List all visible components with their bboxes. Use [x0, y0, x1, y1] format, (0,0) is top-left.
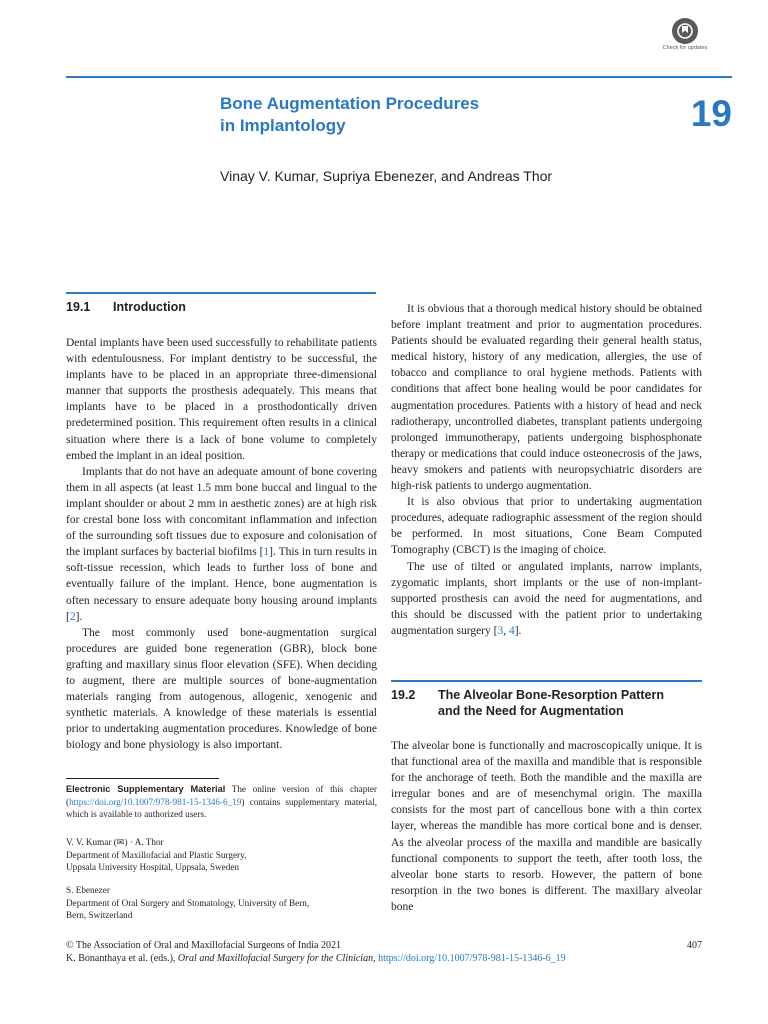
intro-paragraph-2-text: Implants that do not have an adequate amount of bone covering them in all aspects (at least 1.5 mm bone buccal and lingual to the implant shoulder or about 2 mm in aesthetic zones) are at high risk for crestal bone loss with concomitant inflammation and infection of the surrounding soft tissues due to exposure and colonisation of the implant surfaces by bacterial biofilms [66, 465, 377, 559]
chapter-title-line-1: Bone Augmentation Procedures [220, 94, 480, 113]
esm-text-before: The online version of this chapter ( [66, 784, 377, 807]
affiliation-1-institution: Uppsala University Hospital, Uppsala, Sweden [66, 862, 240, 873]
author-affiliation-2 [66, 884, 377, 922]
citation-link-3[interactable]: 3 [497, 624, 504, 637]
section-2-rule [391, 680, 702, 682]
chapter-title-line-2: in Implantology [220, 116, 346, 135]
check-for-updates-badge[interactable] [662, 18, 708, 64]
chapter-doi-link[interactable]: https://doi.org/10.1007/978-981-15-1346-6_19 [378, 953, 566, 964]
intro-paragraph-2: Implants that do not have an adequate amount of bone covering them in all aspects (at least 1.5 mm bone buccal and lingual to the implant shoulder or about 2 mm in aesthetic zones) are at high risk for crestal bone loss with concomitant inflammation and infection of the surrounding soft tissues due to exposure and colonisation of the implant surfaces by bacterial biofilms [1]. This in turn results in soft-tissue recession, which leads to further loss of bone and eventually failure of the implant. Hence, bone augmentation is often necessary to ensure adequate bony housing around implants [2]. [66, 465, 377, 623]
section-1-number: 19.1 [66, 300, 91, 314]
section-2-paragraph-1: The alveolar bone is functionally and macroscopically unique. It is that functional area of the maxilla and mandible that is responsible for the anchorage of teeth. Both the mandible and the maxilla are irregular bones and are of mesenchymal origin. The maxilla consists for the most part of cancellous bone with a thin cortex layer, whereas the mandible has more cortical bone and is denser. As the alveolar process of the maxilla and mandible are basically functional components to support the teeth, after tooth loss, the alveolar bone starts to resorb. However, the pattern of bone resorption in the two bones is different. The maxillary alveolar bone [391, 740, 702, 913]
right-paragraph-2: It is also obvious that prior to undertaking augmentation procedures, adequate radiographic assessment of the region should be performed. In most situations, Cone Beam Computed Tomography (CBCT) is the imaging of choice. [391, 496, 702, 557]
affiliation-2-names: S. Ebenezer [66, 885, 110, 895]
affiliation-1-names: V. V. Kumar (✉) · A. Thor [66, 837, 164, 847]
esm-text-after: ) contains supplementary material, which is available to authorized users. [66, 796, 377, 820]
citation-link-1[interactable]: 1 [263, 546, 270, 559]
section-2-number: 19.2 [391, 688, 416, 702]
section-1-heading [66, 299, 376, 317]
bookmark-icon [672, 18, 698, 44]
chapter-authors: Vinay V. Kumar, Supriya Ebenezer, and Andreas Thor [220, 168, 553, 184]
check-for-updates-label: Check for updates [662, 45, 708, 51]
right-paragraph-3-text: The use of tilted or angulated implants, narrow implants, zygomatic implants, short implants or the use of non-implant-supported prosthesis can avoid the need for augmentations, and this should be discussed with the patient prior to undertaking augmentation surgery [391, 560, 702, 637]
section-1-rule [66, 292, 376, 294]
affiliation-2-institution: Bern, Switzerland [66, 910, 133, 921]
citation-line: K. Bonanthaya et al. (eds.), Oral and Maxillofacial Surgery for the Clinician, https://doi.org/10.1007/978-981-15-1346-6_19 [66, 953, 566, 964]
chapter-number: 19 [690, 93, 732, 134]
intro-paragraph-3: The most commonly used bone-augmentation surgical procedures are guided bone regeneration (GBR), block bone grafting and maxillary sinus floor elevation (SFE). When deciding to augment, there are multiple sources of bone-augmentation materials ranging from autogenous, allogenic, xenogenic and synthetic materials. A knowledge of these materials is essential prior to undertaking augmentation procedures. Knowledge of bone biology and bone physiology is also important. [66, 626, 377, 752]
chapter-title [220, 93, 620, 137]
electronic-supplementary-note [66, 783, 377, 821]
header-rule [66, 76, 732, 78]
book-title: Oral and Maxillofacial Surgery for the Clinician [177, 953, 374, 964]
copyright-line: © The Association of Oral and Maxillofacial Surgeons of India 2021 [66, 940, 341, 951]
right-column-body [391, 301, 702, 639]
citation-link-2[interactable]: 2 [69, 610, 76, 623]
right-paragraph-3: The use of tilted or angulated implants, narrow implants, zygomatic implants, short implants or the use of non-implant-supported prosthesis can avoid the need for augmentations, and this should be discussed with the patient prior to undertaking augmentation surgery [3, 4]. [391, 560, 702, 637]
section-2-title-line-1: The Alveolar Bone-Resorption Pattern [438, 688, 664, 702]
footnote-rule [66, 778, 219, 779]
intro-paragraph-1: Dental implants have been used successfully to rehabilitate patients with edentulousness. For implant dentistry to be successful, the implants have to be placed in an appropriate three-dimensional manner that supports the prosthesis adequately. This means that implants have to be placed in a prosthodontically driven predetermined position. This requirement often results in a clinical situation where there is a lack of bone volume to completely embed the implant in an ideal position. [66, 337, 377, 462]
page-number: 407 [687, 940, 702, 951]
author-affiliation-1 [66, 836, 377, 874]
affiliation-1-department: Department of Maxillofacial and Plastic Surgery, [66, 849, 247, 860]
affiliation-2-department: Department of Oral Surgery and Stomatology, University of Bern, [66, 897, 310, 908]
section-2-title [438, 687, 728, 719]
section-1-title: Introduction [113, 300, 186, 314]
section-2-heading [391, 687, 702, 721]
esm-label: Electronic Supplementary Material [66, 784, 226, 794]
esm-doi-link[interactable]: https://doi.org/10.1007/978-981-15-1346-6_19 [69, 796, 242, 807]
right-paragraph-1: It is obvious that a thorough medical history should be obtained before implant treatment and prior to augmentation procedures. Patients should be evaluated regarding their general health status, medical history, history of any medication, allergies, the use of tobacco and compliance to oral hygiene methods. Patients with conditions that affect bone healing would be poor candidates for augmentation procedures. Patients with a history of head and neck radiotherapy, uncontrolled diabetes, transplant patients undergoing prolonged immunotherapy, patients undergoing bisphosphonate therapy or medications that could induce osteonecrosis of the jaws, heavy smokers and patients with neuropsychiatric disorders are high-risk patients to undergo augmentation. [391, 303, 702, 493]
section-2-body [391, 738, 702, 915]
intro-paragraph-2-continued: . This in turn results in soft-tissue recession, which leads to further loss of bone and eventually failure of the implant. Hence, bone augmentation is often necessary to ensure adequate bony housing around implants [66, 546, 377, 607]
citation-link-4[interactable]: 4 [508, 624, 515, 637]
book-editors: K. Bonanthaya et al. (eds.), [66, 953, 176, 964]
left-column-body [66, 335, 377, 753]
section-2-title-line-2: and the Need for Augmentation [438, 704, 624, 718]
